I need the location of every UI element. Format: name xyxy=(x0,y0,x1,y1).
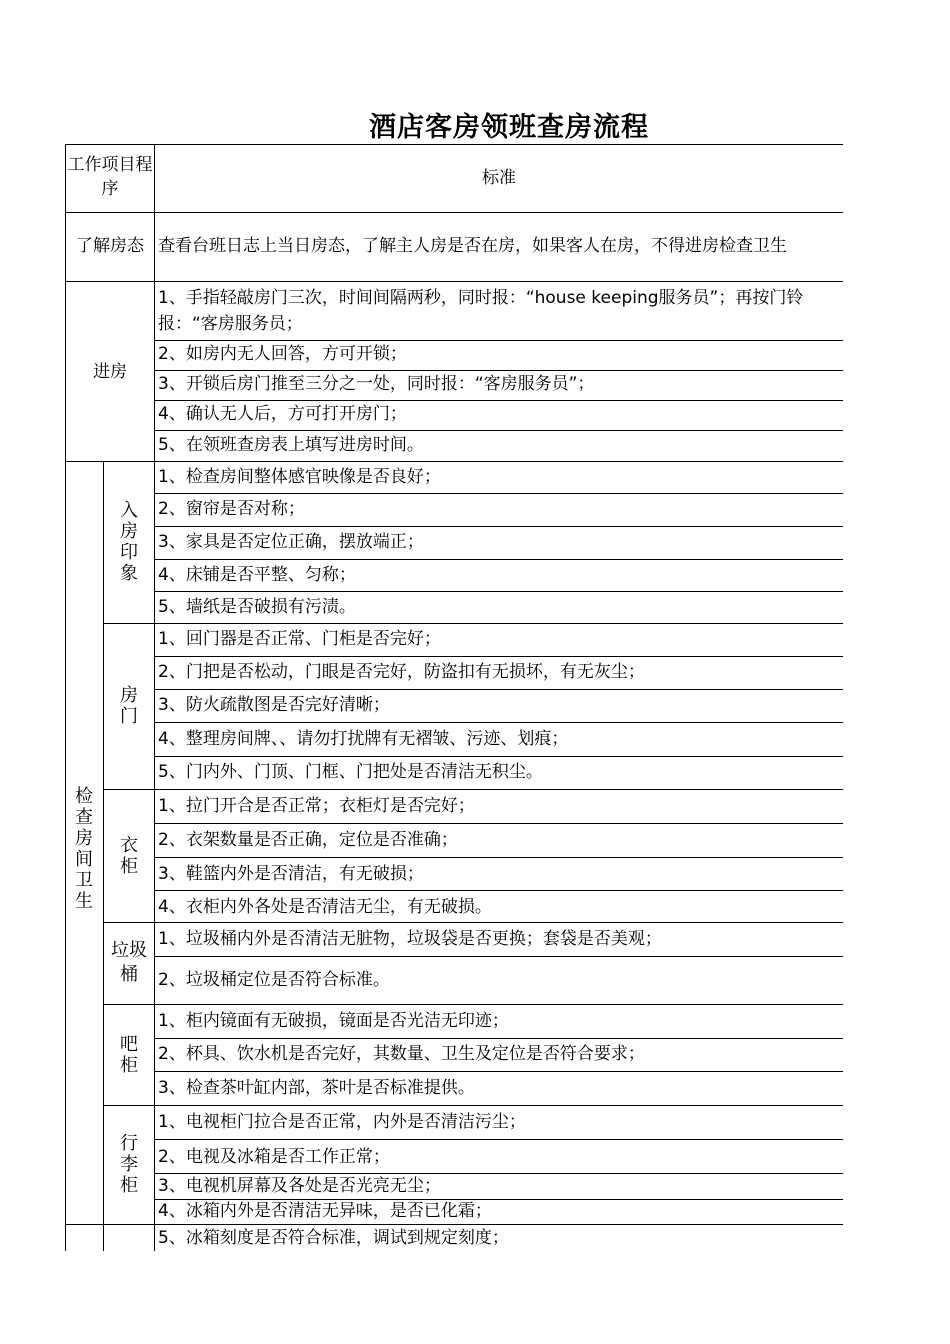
row-label-understand: 了解房态 xyxy=(76,236,144,256)
enter-item-5: 5、在领班查房表上填写进房时间。 xyxy=(158,435,424,455)
luggage-item-4: 4、冰箱内外是否清洁无异味，是否已化霜； xyxy=(158,1201,492,1221)
fridge-item-5: 5、冰箱刻度是否符合标准，调试到规定刻度； xyxy=(158,1228,509,1248)
group-label-trash: 垃圾桶 xyxy=(111,940,147,985)
row-label-enter: 进房 xyxy=(93,362,127,382)
group-label-door: 房门 xyxy=(120,685,138,727)
row-label-inspect: 检查房间卫生 xyxy=(75,786,93,912)
trash-item-2: 2、垃圾桶定位是否符合标准。 xyxy=(158,970,390,990)
bar-item-3: 3、检查茶叶缸内部，茶叶是否标准提供。 xyxy=(158,1078,475,1098)
enter-item-3: 3、开锁后房门推至三分之一处，同时报：“客房服务员”； xyxy=(158,374,595,394)
impression-item-3: 3、家具是否定位正确，摆放端正； xyxy=(158,532,424,552)
page-title: 酒店客房领班查房流程 xyxy=(369,112,649,143)
header-standard: 标准 xyxy=(482,168,516,188)
wardrobe-item-1: 1、拉门开合是否正常；衣柜灯是否完好； xyxy=(158,796,475,816)
wardrobe-item-2: 2、衣架数量是否正确，定位是否准确； xyxy=(158,830,458,850)
luggage-item-1: 1、电视柜门拉合是否正常，内外是否清洁污尘； xyxy=(158,1112,526,1132)
impression-item-5: 5、墙纸是否破损有污渍。 xyxy=(158,597,356,617)
door-item-3: 3、防火疏散图是否完好清晰； xyxy=(158,695,390,715)
enter-item-4: 4、确认无人后，方可打开房门； xyxy=(158,404,407,424)
door-item-4: 4、整理房间牌、、请勿打扰牌有无褶皱、污迹、划痕； xyxy=(158,729,569,749)
group-label-impression: 入房印象 xyxy=(120,500,138,584)
group-label-wardrobe: 衣柜 xyxy=(120,835,138,877)
wardrobe-item-4: 4、衣柜内外各处是否清洁无尘，有无破损。 xyxy=(158,897,492,917)
enter-item-2: 2、如房内无人回答，方可开锁； xyxy=(158,344,407,364)
header-item-program: 工作项目程序 xyxy=(67,155,153,199)
impression-item-2: 2、窗帘是否对称； xyxy=(158,499,305,519)
bar-item-1: 1、柜内镜面有无破损，镜面是否光洁无印迹； xyxy=(158,1011,509,1031)
door-item-2: 2、门把是否松动，门眼是否完好，防盗扣有无损坏，有无灰尘； xyxy=(158,662,645,682)
understand-standard: 查看台班日志上当日房态，了解主人房是否在房，如果客人在房，不得进房检查卫生 xyxy=(158,236,787,256)
door-item-1: 1、回门器是否正常、门柜是否完好； xyxy=(158,629,441,649)
impression-item-4: 4、床铺是否平整、匀称； xyxy=(158,565,356,585)
wardrobe-item-3: 3、鞋篮内外是否清洁，有无破损； xyxy=(158,864,424,884)
impression-item-1: 1、检查房间整体感官映像是否良好； xyxy=(158,467,441,487)
group-label-luggage: 行李柜 xyxy=(120,1133,138,1196)
bar-item-2: 2、杯具、饮水机是否完好，其数量、卫生及定位是否符合要求； xyxy=(158,1044,645,1064)
group-label-bar: 吧柜 xyxy=(120,1034,138,1076)
trash-item-1: 1、垃圾桶内外是否清洁无脏物，垃圾袋是否更换；套袋是否美观； xyxy=(158,929,662,949)
enter-item-1: 1、手指轻敲房门三次，时间间隔两秒，同时报：“house keeping服务员”；再按门铃报：“客房服务员； xyxy=(158,288,804,334)
door-item-5: 5、门内外、门顶、门框、门把处是否清洁无积尘。 xyxy=(158,762,543,782)
luggage-item-2: 2、电视及冰箱是否工作正常； xyxy=(158,1147,390,1167)
luggage-item-3: 3、电视机屏幕及各处是否光亮无尘； xyxy=(158,1176,441,1196)
